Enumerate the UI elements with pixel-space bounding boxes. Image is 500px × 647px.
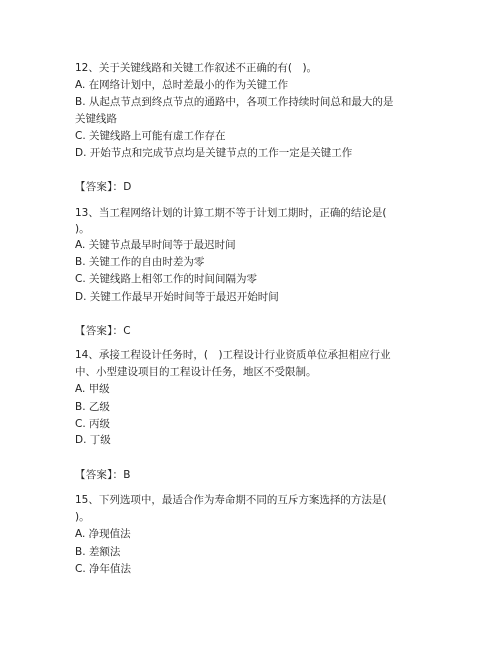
q13-stem-continued: )。	[75, 223, 90, 235]
q14-option-b: B. 乙级	[75, 401, 110, 413]
q13-option-b: B. 关键工作的自由时差为零	[75, 256, 205, 268]
q14-option-a: A. 甲级	[75, 383, 110, 395]
q14-option-d: D. 丁级	[75, 434, 111, 446]
q13-option-d: D. 关键工作最早开始时间等于最迟开始时间	[75, 291, 279, 303]
q15-option-b: B. 差额法	[75, 546, 121, 558]
q13-option-c: C. 关键线路上相邻工作的时间间隔为零	[75, 273, 258, 285]
q15-stem: 15、下列选项中，最适合作为寿命期不同的互斥方案选择的方法是(	[75, 494, 387, 506]
q12-option-a: A. 在网络计划中，总时差最小的作为关键工作	[75, 79, 289, 91]
q13-option-a: A. 关键节点最早时间等于最迟时间	[75, 239, 236, 251]
q14-stem-continued: 中、小型建设项目的工程设计任务，地区不受限制。	[75, 366, 317, 378]
q14-answer: 【答案】：B	[75, 469, 131, 481]
q15-stem-continued: )。	[75, 511, 90, 523]
q15-option-a: A. 净现值法	[75, 528, 131, 540]
q13-stem: 13、当工程网络计划的计算工期不等于计划工期时，正确的结论是(	[75, 207, 387, 219]
q13-answer: 【答案】：C	[75, 325, 131, 337]
q12-option-c: C. 关键线路上可能有虚工作存在	[75, 130, 226, 142]
q14-option-c: C. 丙级	[75, 418, 111, 430]
q15-option-c: C. 净年值法	[75, 563, 132, 575]
q14-stem: 14、承接工程设计任务时，( )工程设计行业资质单位承担相应行业	[75, 349, 391, 361]
q12-stem: 12、关于关键线路和关键工作叙述不正确的有( )。	[75, 62, 318, 74]
q12-option-d: D. 开始节点和完成节点均是关键节点的工作一定是关键工作	[75, 147, 353, 159]
q12-answer: 【答案】：D	[75, 181, 132, 193]
q12-option-b: B. 从起点节点到终点节点的通路中，各项工作持续时间总和最大的是	[75, 96, 394, 108]
q12-option-b-continued: 关键线路	[75, 113, 117, 125]
